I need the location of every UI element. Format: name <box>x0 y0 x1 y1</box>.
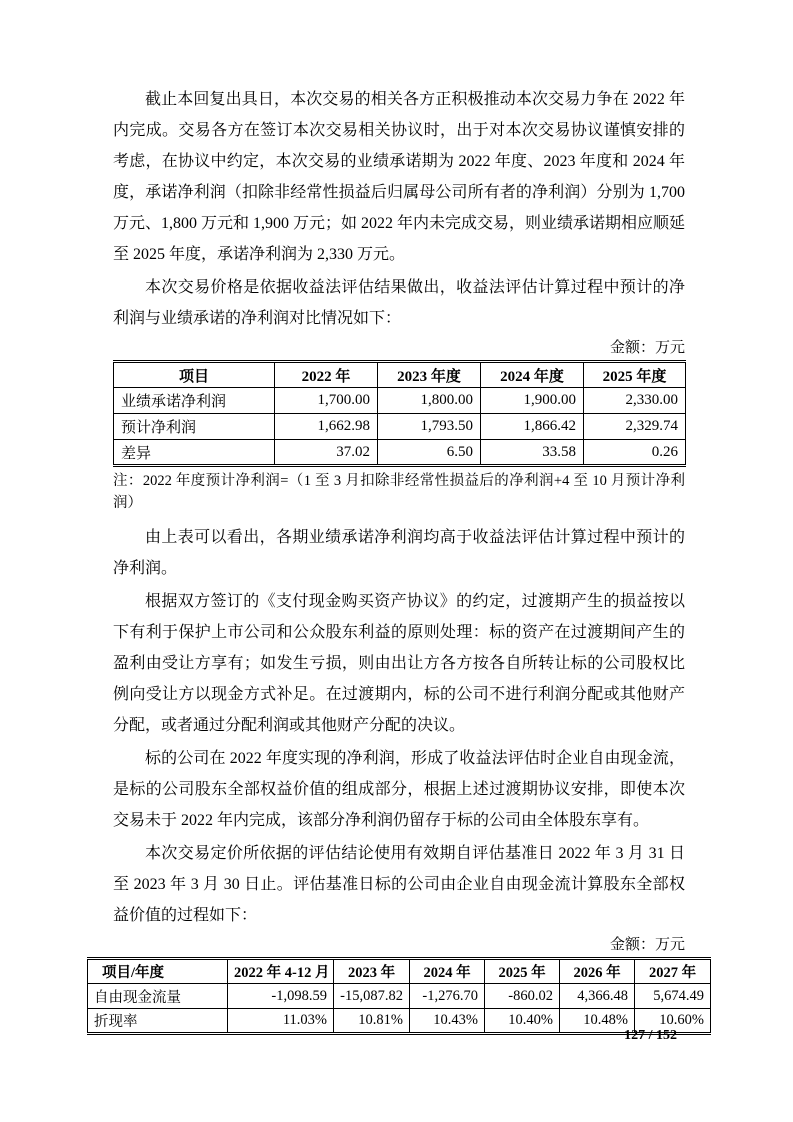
table-cell: 4,366.48 <box>560 984 635 1009</box>
table-cell: 折现率 <box>88 1009 228 1034</box>
table-row <box>114 440 686 466</box>
page-number: 127 / 152 <box>624 1028 677 1043</box>
table2-unit-label: 金额：万元 <box>609 937 685 953</box>
table-cell: 差异 <box>114 440 275 466</box>
table-header-row <box>88 959 711 984</box>
table-cell: 2,330.00 <box>584 388 686 414</box>
free-cash-flow-table <box>87 957 711 1035</box>
table-cell: 1,866.42 <box>481 414 584 440</box>
table-row <box>88 984 711 1009</box>
table-cell: 33.58 <box>481 440 584 466</box>
table-cell: 10.81% <box>334 1009 410 1034</box>
table-cell: 10.48% <box>560 1009 635 1034</box>
table-cell: 2,329.74 <box>584 414 686 440</box>
table-row <box>114 414 686 440</box>
table-cell: -1,098.59 <box>228 984 334 1009</box>
table-cell: 1,900.00 <box>481 388 584 414</box>
table-cell: 自由现金流量 <box>88 984 228 1009</box>
table-header-cell: 2025 年度 <box>584 362 686 388</box>
table-header-cell: 项目/年度 <box>88 959 228 984</box>
table-header-cell: 2024 年 <box>410 959 485 984</box>
table-cell: 0.26 <box>584 440 686 466</box>
table-row <box>88 1009 711 1034</box>
table-cell: -15,087.82 <box>334 984 410 1009</box>
table-cell: 6.50 <box>378 440 481 466</box>
table-cell: 10.43% <box>410 1009 485 1034</box>
table1-footnote: 注：2022 年度预计净利润=（1 至 3 月扣除非经常性损益后的净利润+4 至 10 月预计净利润） <box>113 473 685 511</box>
table1-unit-label: 金额：万元 <box>609 340 685 356</box>
document-content <box>94 84 704 1035</box>
table-cell: 预计净利润 <box>114 414 275 440</box>
table-cell: 1,662.98 <box>275 414 378 440</box>
table-header-cell: 2023 年 <box>334 959 410 984</box>
table-header-cell: 2026 年 <box>560 959 635 984</box>
table-cell: -860.02 <box>485 984 560 1009</box>
table-header-cell: 2024 年度 <box>481 362 584 388</box>
table-header-row <box>114 362 686 388</box>
table-header-cell: 2022 年 4-12 月 <box>228 959 334 984</box>
table-cell: 10.60% <box>635 1009 711 1034</box>
table-header-cell: 2022 年 <box>275 362 378 388</box>
table-cell: 10.40% <box>485 1009 560 1034</box>
table-cell: 11.03% <box>228 1009 334 1034</box>
table-header-cell: 项目 <box>114 362 275 388</box>
table-cell: 1,793.50 <box>378 414 481 440</box>
table-cell: 37.02 <box>275 440 378 466</box>
table-cell: 1,800.00 <box>378 388 481 414</box>
table-header-cell: 2025 年 <box>485 959 560 984</box>
table-row <box>114 388 686 414</box>
paragraph-valuation-validity: 本次交易定价所依据的评估结论使用有效期自评估基准日 2022 年 3 月 31 日至 2023 年 3 月 30 日止。评估基准日标的公司由企业自由现金流计算股东全部权益价值的过程如下： <box>113 845 685 924</box>
paragraph-transaction-schedule: 截止本回复出具日，本次交易的相关各方正积极推动本次交易力争在 2022 年内完成。交易各方在签订本次交易相关协议时，出于对本次交易协议谨慎安排的考虑，在协议中约定，本次交易的业绩承诺期为 2022 年度、2023 年度和 2024 年度，承诺净利润（扣除非经常性损益后归属母公司所有者的净利润）分别为 1,700 万元、1,800 万元和 1,900 万元；如 2022 年内未完成交易，则业绩承诺期相应顺延至 2025 年度，承诺净利润为 2,330 万元。 <box>113 91 686 263</box>
paragraph-table-conclusion: 由上表可以看出，各期业绩承诺净利润均高于收益法评估计算过程中预计的净利润。 <box>113 529 685 577</box>
paragraph-2022-profit-arrangement: 标的公司在 2022 年度实现的净利润，形成了收益法评估时企业自由现金流，是标的公司股东全部权益价值的组成部分，根据上述过渡期协议安排，即使本次交易未于 2022 年内完成，该部分净利润仍留存于标的公司由全体股东享有。 <box>113 750 685 829</box>
profit-commitment-comparison-table <box>113 360 686 467</box>
table-cell: 业绩承诺净利润 <box>114 388 275 414</box>
table-header-cell: 2027 年 <box>635 959 711 984</box>
table-cell: -1,276.70 <box>410 984 485 1009</box>
table-header-cell: 2023 年度 <box>378 362 481 388</box>
paragraph-price-basis: 本次交易价格是依据收益法评估结果做出，收益法评估计算过程中预计的净利润与业绩承诺的净利润对比情况如下： <box>113 279 685 327</box>
table-cell: 5,674.49 <box>635 984 711 1009</box>
paragraph-transition-period-terms: 根据双方签订的《支付现金购买资产协议》的约定，过渡期产生的损益按以下有利于保护上市公司和公众股东利益的原则处理：标的资产在过渡期间产生的盈利由受让方享有；如发生亏损，则由出让方各方按各自所转让标的公司股权比例向受让方以现金方式补足。在过渡期内，标的公司不进行利润分配或其他财产分配，或者通过分配利润或其他财产分配的决议。 <box>113 593 685 734</box>
table-cell: 1,700.00 <box>275 388 378 414</box>
